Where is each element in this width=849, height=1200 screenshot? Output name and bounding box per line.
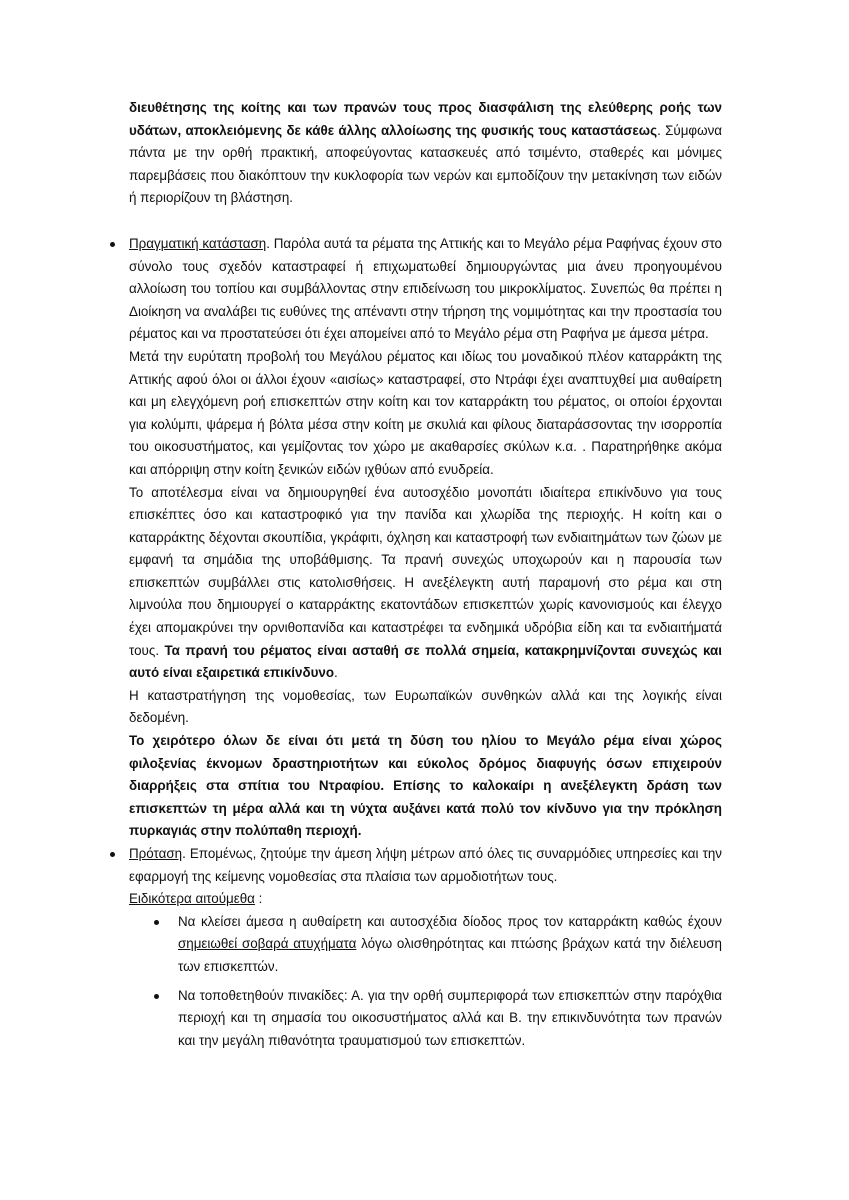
bullet-icon (110, 852, 115, 857)
actual-situation-paragraph-5: Το χειρότερο όλων δε είναι ότι μετά τη δύση του ηλίου το Μεγάλο ρέμα είναι χώρος φιλοξενίας έκνομων δραστηριοτήτων και εύκολος δρόμος διαφυγής όσων επιχειρούν διαρρήξεις στα σπίτια του Ντραφίου. Επίσης το καλοκαίρι η ανεξέλεγκτη δράση των επισκεπτών τη μέρα αλλά και τη νύχτα αυξάνει κατά πολύ τον κίνδυνο για την πρόκληση πυρκαγιάς στην πολύπαθη περιοχή. (129, 733, 722, 839)
intro-bold-text: διευθέτησης της κοίτης και των πρανών τους προς διασφάλιση της ελεύθερης ροής των υδάτων, αποκλειόμενης δε κάθε άλλης αλλοίωσης της φυσικής τους καταστάσεως (129, 100, 722, 138)
intro-text: Σύμφωνα πάντα με την ορθή πρακτική, αποφεύγοντας κατασκευές από τσιμέντο, σταθερές και μόνιμες παρεμβάσεις που διακόπτουν την κυκλοφορία των νερών και εμποδίζουν την μετακίνηση των ειδών ή περιορίζουν τη βλάστηση. (129, 122, 722, 206)
actual-situation-paragraph-2: Μετά την ευρύτατη προβολή του Μεγάλου ρέματος και ιδίως του μοναδικού πλέον καταρράκτη της Αττικής αφού όλοι οι άλλοι έχουν «αισίως» καταστραφεί, στο Ντράφι έχει αναπτυχθεί μια αυθαίρετη και μη ελεγχόμενη ροή επισκεπτών στην κοίτη και τον καταρράκτη του ρέματος, οι οποίοι έρχονται για κολύμπι, ψάρεμα ή βόλτα μέσα στην κοίτη με σκυλιά και φίλους διαταράσσοντας την ισορροπία του οικοσυστήματος, και γεμίζοντας τον χώρο με ακαθαρσίες σκύλων κ.α. . Παρατηρήθηκε ακόμα και απόρριψη στην κοίτη ξενικών ειδών ιχθύων από ενυδρεία. (129, 348, 722, 477)
request-item: Να τοποθετηθούν πινακίδες: Α. για την ορθή συμπεριφορά των επισκεπτών στην παρόχθια περιοχή και τη σημασία του οικοσυστήματος αλλά και Β. την επικινδυνότητα των πρανών και την μεγάλη πιθανότητα τραυματισμού των επισκεπτών. (178, 985, 722, 1053)
request-item: Να κλείσει άμεσα η αυθαίρετη και αυτοσχέδια δίοδος προς τον καταρράκτη καθώς έχουν σημειωθεί σοβαρά ατυχήματα λόγω ολισθηρότητας και πτώσης βράχων κατά την διέλευση των επισκεπτών. (178, 911, 722, 979)
requests-heading-line: Ειδικότερα αιτούμεθα : (129, 891, 263, 907)
bullet-icon (110, 242, 115, 247)
bullet-icon (154, 994, 159, 999)
intro-section (129, 97, 722, 210)
proposal-heading: Πρόταση (129, 846, 183, 861)
intro-paragraph: διευθέτησης της κοίτης και των πρανών τους προς διασφάλιση της ελεύθερης ροής των υδάτων, αποκλειόμενης δε κάθε άλλης αλλοίωσης της φυσικής τους καταστάσεως. Σύμφωνα πάντα με την ορθή πρακτική, αποφεύγοντας κατασκευές από τσιμέντο, σταθερές και μόνιμες παρεμβάσεις που διακόπτουν την κυκλοφορία των νερών και εμποδίζουν την μετακίνηση των ειδών ή περιορίζουν τη βλάστηση. (129, 100, 722, 206)
actual-situation-paragraph-3: Το αποτέλεσμα είναι να δημιουργηθεί ένα αυτοσχέδιο μονοπάτι ιδιαίτερα επικίνδυνο για τους επισκέπτες όσο και καταστροφικό για την πανίδα και χλωρίδα της περιοχής. Η κοίτη και ο καταρράκτης δέχονται σκουπίδια, γκράφιτι, όχληση και καταστροφή των ενδιαιτημάτων των ζώων με εμφανή τα σημάδια της υποβάθμισης. Τα πρανή συνεχώς υποχωρούν και η παρουσία των επισκεπτών συμβάλλει στις κατολισθήσεις. Η ανεξέλεγκτη αυτή παραμονή στο ρέμα και στη λιμνούλα που δημιουργεί ο καταρράκτης εκατοντάδων επισκεπτών χωρίς κανονισμούς και έλεγχο έχει απομακρύνει την ορνιθοπανίδα και καταστρέφει τα ενδημικά υδρόβια είδη και τα ενδιαιτήματά τους. Τα πρανή του ρέματος είναι ασταθή σε πολλά σημεία, κατακρημνίζονται συνεχώς και αυτό είναι εξαιρετικά επικίνδυνο. (129, 484, 722, 681)
proposal-section (129, 843, 722, 1052)
danger-warning-text: Τα πρανή του ρέματος είναι ασταθή σε πολλά σημεία, κατακρημνίζονται συνεχώς και αυτό είναι εξαιρετικά επικίνδυνο (129, 642, 722, 681)
document-page (129, 97, 722, 1052)
actual-situation-paragraph-4: Η καταστρατήγηση της νομοθεσίας, των Ευρωπαϊκών συνθηκών αλλά και της λογικής είναι δεδομένη. (129, 687, 722, 726)
accidents-note: σημειωθεί σοβαρά ατυχήματα (178, 936, 357, 952)
actual-situation-paragraph-1: Πραγματική κατάσταση. Παρόλα αυτά τα ρέματα της Αττικής και το Μεγάλο ρέμα Ραφήνας έχουν στο σύνολο τους σχεδόν καταστραφεί ή επιχωματωθεί δημιουργώντας μια άνευ προηγουμένου αλλοίωση του τοπίου και συμβάλλοντας στην επιδείνωση του μικροκλίματος. Συνεπώς θα πρέπει η Διοίκηση να αναλάβει τις ευθύνες της απέναντι στην τήρηση της νομιμότητας και την προστασία του ρέματος και να προστατεύσει ότι έχει απομείνει από το Μεγάλο ρέμα στη Ραφήνα με άμεσα μέτρα. (129, 235, 722, 342)
actual-situation-heading: Πραγματική κατάσταση (129, 235, 267, 251)
proposal-paragraph: Πρόταση. Επομένως, ζητούμε την άμεση λήψη μέτρων από όλες τις συναρμόδιες υπηρεσίες και την εφαρμογή της κείμενης νομοθεσίας στα πλαίσια των αρμοδιοτήτων τους. (129, 846, 722, 884)
requests-heading: Ειδικότερα αιτούμεθα (129, 891, 255, 907)
actual-situation-section (129, 233, 722, 843)
bullet-icon (154, 920, 159, 925)
